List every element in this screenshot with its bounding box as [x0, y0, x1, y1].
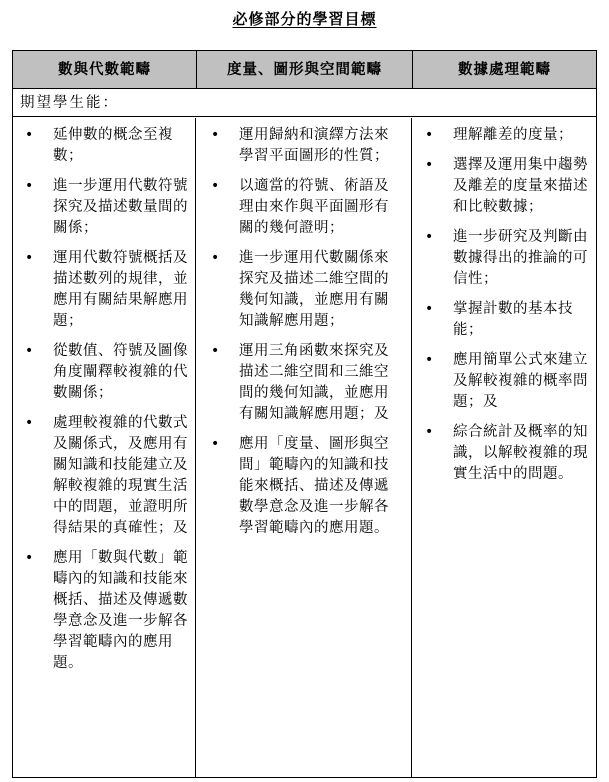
column-data-handling	[413, 118, 596, 777]
bullet-icon: •	[211, 178, 220, 194]
objective-item	[197, 341, 411, 425]
bullet-icon: •	[25, 178, 34, 194]
objective-list	[197, 118, 411, 539]
objective-item	[13, 341, 195, 404]
column-number-algebra	[13, 118, 196, 777]
objective-text: 應用「度量、圖形與空間」範疇內的知識和技能來概括、描述及傳遞數學意念及進一步解各學習範疇內的應用題。	[239, 436, 389, 536]
bullet-icon: •	[25, 127, 34, 143]
bullet-icon: •	[25, 550, 34, 566]
objective-item	[413, 125, 596, 146]
objective-text: 從數值、符號及圖像角度闡釋較複雜的代數關係；	[53, 343, 188, 401]
objective-item	[13, 413, 195, 539]
bullet-icon: •	[211, 343, 220, 359]
bullet-icon: •	[425, 229, 434, 245]
objective-list	[413, 118, 596, 485]
bullet-icon: •	[211, 436, 220, 452]
bullet-icon: •	[25, 415, 34, 431]
objective-text: 理解離差的度量；	[453, 127, 573, 143]
page-title: 必修部分的學習目標	[232, 10, 377, 28]
objective-item	[413, 155, 596, 218]
header-measures-shape-space: 度量、圖形與空間範疇	[197, 51, 413, 89]
header-number-algebra: 數與代數範疇	[13, 51, 197, 89]
objective-item	[413, 299, 596, 341]
header-data-handling: 數據處理範疇	[413, 51, 596, 89]
objective-item	[197, 125, 411, 167]
bullet-icon: •	[25, 250, 34, 266]
objective-text: 運用三角函數來探究及描述二維空間和三維空間的幾何知識，並應用有關知識解應用題；及	[239, 343, 389, 422]
objective-text: 延伸數的概念至複數；	[53, 127, 173, 164]
objective-item	[13, 548, 195, 674]
objective-item	[413, 227, 596, 290]
bullet-icon: •	[425, 424, 434, 440]
bullet-icon: •	[425, 352, 434, 368]
objective-text: 進一步研究及判斷由數據得出的推論的可信性；	[453, 229, 588, 287]
objective-item	[413, 350, 596, 413]
bullet-icon: •	[425, 301, 434, 317]
objective-text: 進一步運用代數關係來探究及描述二維空間的幾何知識，並應用有關知識解應用題；	[239, 250, 389, 329]
objective-text: 處理較複雜的代數式及關係式，及應用有關知識和技能建立及解較複雜的現實生活中的問題，並證明所得結果的真確性；及	[53, 415, 188, 536]
objective-item	[197, 434, 411, 539]
objective-item	[197, 176, 411, 239]
column-measures-shape-space	[197, 118, 412, 777]
bullet-icon: •	[211, 250, 220, 266]
objective-text: 應用「數與代數」範疇內的知識和技能來概括、描述及傳遞數學意念及進一步解各學習範疇內的應用題。	[53, 550, 188, 671]
objective-item	[13, 248, 195, 332]
bullet-icon: •	[25, 343, 34, 359]
expect-label: 期望學生能：	[13, 89, 596, 117]
objective-item	[13, 125, 195, 167]
objective-text: 進一步運用代數符號探究及描述數量間的關係；	[53, 178, 188, 236]
objective-item	[13, 176, 195, 239]
objective-list	[13, 118, 195, 674]
objective-text: 運用代數符號概括及描述數列的規律，並應用有關結果解應用題；	[53, 250, 188, 329]
objective-text: 運用歸納和演繹方法來學習平面圖形的性質；	[239, 127, 389, 164]
objective-text: 應用簡單公式來建立及解較複雜的概率問題；及	[453, 352, 588, 410]
objective-text: 綜合統計及概率的知識，以解較複雜的現實生活中的問題。	[453, 424, 588, 482]
learning-objectives-table	[12, 50, 597, 778]
objective-text: 選擇及運用集中趨勢及離差的度量來描述和比較數據；	[453, 157, 588, 215]
bullet-icon: •	[425, 157, 434, 173]
bullet-icon: •	[425, 127, 434, 143]
objective-text: 以適當的符號、術語及理由來作與平面圖形有關的幾何證明；	[239, 178, 389, 236]
objective-item	[197, 248, 411, 332]
objective-item	[413, 422, 596, 485]
objective-text: 掌握計數的基本技能；	[453, 301, 573, 338]
bullet-icon: •	[211, 127, 220, 143]
